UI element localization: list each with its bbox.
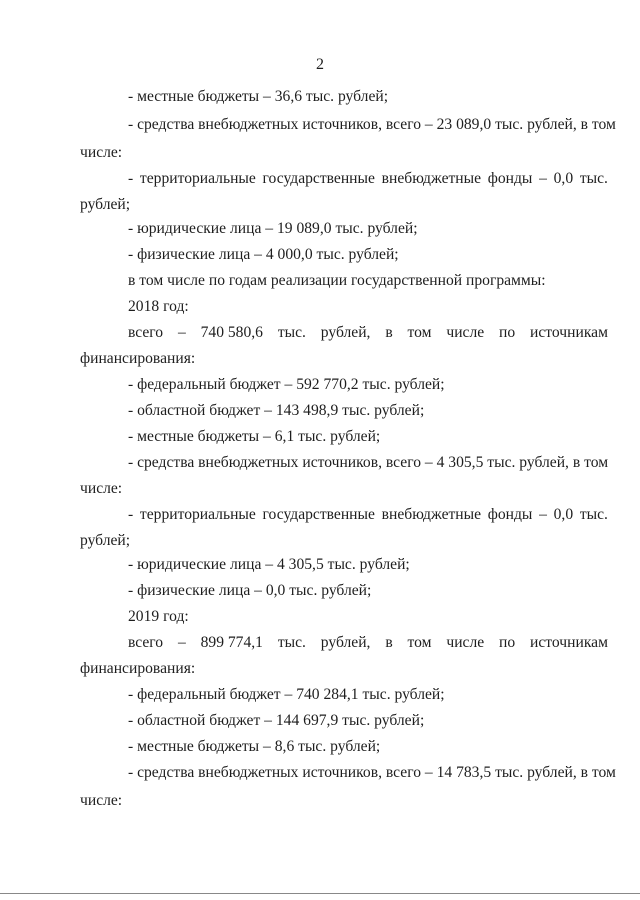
word: тыс.: [579, 170, 608, 187]
year-heading: 2018 год:: [128, 298, 189, 315]
text-line: числе:: [80, 480, 123, 497]
scan-edge-divider: [0, 893, 640, 894]
word: фонды: [487, 506, 533, 523]
word: рублей,: [320, 634, 371, 651]
text-line: - физические лица – 0,0 тыс. рублей;: [128, 582, 372, 599]
word: –: [539, 506, 547, 523]
text-line: - средства внебюджетных источников, всего – 14 783,5 тыс. рублей, в том: [128, 764, 616, 781]
word: том: [407, 324, 432, 341]
word: всего: [128, 634, 164, 651]
word: источникам: [530, 324, 608, 341]
text-line: финансирования:: [80, 660, 196, 677]
word: рублей,: [320, 324, 371, 341]
text-line: - средства внебюджетных источников, всего – 4 305,5 тыс. рублей, в том: [128, 454, 609, 471]
text-line: - федеральный бюджет – 740 284,1 тыс. рублей;: [128, 686, 445, 703]
word: тыс.: [277, 324, 306, 341]
text-line: - местные бюджеты – 6,1 тыс. рублей;: [128, 428, 381, 445]
word: числе: [446, 324, 485, 341]
word: всего: [128, 324, 164, 341]
word: в: [385, 324, 393, 341]
word: по: [499, 324, 516, 341]
word: территориальные: [139, 170, 256, 187]
text-line: - местные бюджеты – 8,6 тыс. рублей;: [128, 738, 381, 755]
text-line: рублей;: [80, 532, 131, 549]
text-line: числе:: [80, 792, 123, 809]
justified-line: [128, 634, 608, 652]
word: государственные: [262, 170, 375, 187]
word: государственные: [262, 506, 375, 523]
text-line: - областной бюджет – 143 498,9 тыс. рублей;: [128, 402, 425, 419]
word: по: [499, 634, 516, 651]
text-line: в том числе по годам реализации государственной программы:: [128, 272, 546, 289]
word: фонды: [487, 170, 533, 187]
text-line: - юридические лица – 19 089,0 тыс. рублей;: [128, 220, 418, 237]
word: -: [128, 506, 134, 523]
page-number: 2: [316, 56, 324, 73]
year-heading: 2019 год:: [128, 608, 189, 625]
word: том: [407, 634, 432, 651]
text-line: - юридические лица – 4 305,5 тыс. рублей;: [128, 556, 410, 573]
justified-line: [128, 324, 608, 342]
text-line: рублей;: [80, 196, 131, 213]
text-line: - физические лица – 4 000,0 тыс. рублей;: [128, 246, 399, 263]
justified-line: [128, 506, 608, 524]
text-line: - средства внебюджетных источников, всего – 23 089,0 тыс. рублей, в том: [128, 116, 616, 133]
word: –: [177, 634, 186, 651]
word: источникам: [530, 634, 608, 651]
word: тыс.: [277, 634, 306, 651]
word: числе: [446, 634, 485, 651]
word: в: [385, 634, 393, 651]
word: 740 580,6: [200, 324, 263, 341]
word: внебюджетные: [381, 506, 482, 523]
word: внебюджетные: [381, 170, 482, 187]
word: 0,0: [553, 506, 574, 523]
word: территориальные: [139, 506, 256, 523]
word: 0,0: [553, 170, 574, 187]
word: -: [128, 170, 134, 187]
word: –: [539, 170, 547, 187]
word: тыс.: [579, 506, 608, 523]
text-line: - местные бюджеты – 36,6 тыс. рублей;: [128, 88, 389, 105]
word: 899 774,1: [200, 634, 263, 651]
text-line: финансирования:: [80, 350, 196, 367]
text-line: - федеральный бюджет – 592 770,2 тыс. рублей;: [128, 376, 445, 393]
text-line: - областной бюджет – 144 697,9 тыс. рублей;: [128, 712, 425, 729]
word: –: [177, 324, 186, 341]
text-line: числе:: [80, 144, 123, 161]
justified-line: [128, 170, 608, 188]
